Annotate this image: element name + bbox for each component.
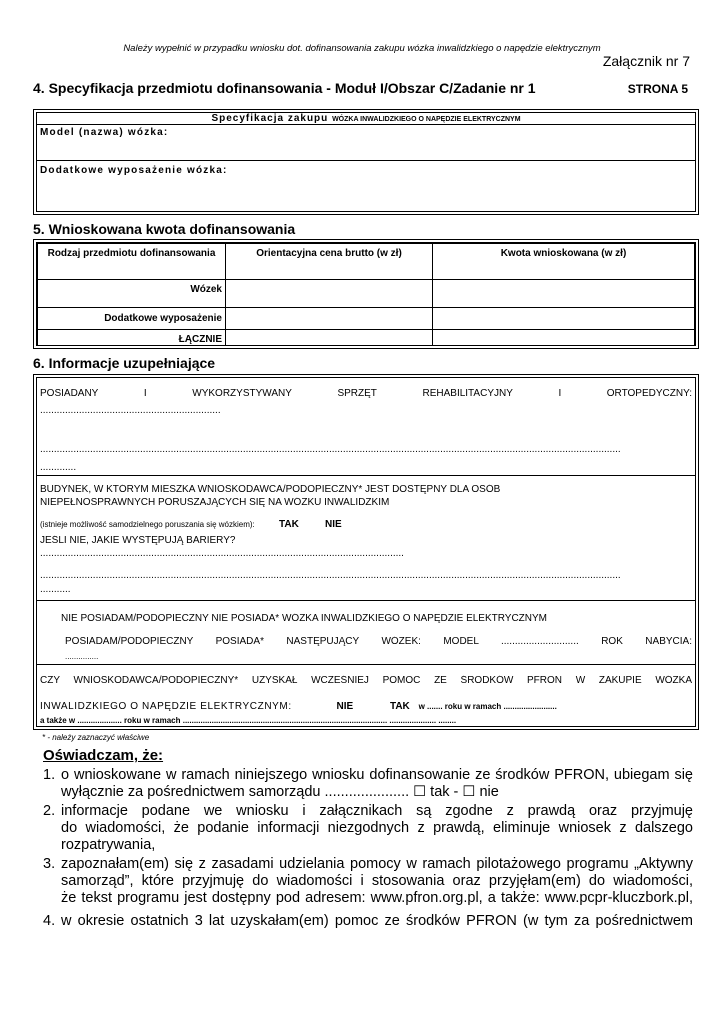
current-wheelchair-section — [37, 601, 695, 665]
declaration-item — [43, 913, 693, 930]
item-line: rozpatrywania, — [61, 837, 156, 853]
footnote: * - należy zaznaczyć właściwe — [42, 733, 150, 742]
answer-line[interactable]: ................................................................................................................................................................................................................. — [40, 570, 621, 581]
answer-line[interactable]: w ....... roku w ramach ........................ — [418, 702, 557, 711]
answer-line[interactable]: a także w .................... roku w ramach ............................................................................................ ..................... ........ — [40, 716, 457, 725]
spec-header-main: Specyfikacja zakupu — [211, 113, 329, 124]
declaration-title: Oświadczam, że: — [43, 747, 164, 764]
page-label: STRONA 5 — [627, 82, 688, 96]
row-label-wheelchair: Wózek — [38, 280, 226, 308]
item-line: o wnioskowane w ramach niniejszego wniosku dofinansowanie ze środków PFRON, ubiegam się — [61, 767, 693, 783]
answer-line[interactable]: ............. — [40, 462, 77, 473]
item-number: 4. — [43, 913, 56, 929]
col-header-price: Orientacyjna cena brutto (w zł) — [226, 244, 433, 280]
row-label-total: ŁĄCZNIE — [38, 330, 226, 346]
answer-line[interactable]: ........... — [40, 584, 71, 595]
answer-line[interactable]: ............... — [65, 652, 99, 661]
word: SPRZĘT — [337, 388, 377, 399]
building-hint-text: (istnieje możliwość samodzielnego poruszania się wózkiem): — [40, 520, 255, 529]
item-number: 2. — [43, 803, 56, 819]
spec-header-sub: WÓZKA INWALIDZKIEGO O NAPĘDZIE ELEKTRYCZNYM — [332, 116, 521, 123]
has-wheelchair-option[interactable] — [65, 636, 692, 647]
amount-table-box — [33, 239, 699, 349]
amount-table — [37, 243, 695, 346]
previous-help-label: INWALIDZKIEGO O NAPĘDZIE ELEKTRYCZNYM: — [40, 701, 292, 712]
equipment-owned-question — [40, 388, 692, 399]
section-6-title: 6. Informacje uzupełniające — [33, 355, 216, 371]
declaration-item — [43, 856, 693, 907]
amount-total-cell[interactable] — [433, 330, 695, 346]
item-line: samorząd”, które przyjmuję do wiadomości i stosowania oraz przyjęłam(em) do wiadomości, — [61, 873, 693, 889]
word: ORTOPEDYCZNY: — [606, 388, 692, 399]
item-line: do wiadomości, że podanie informacji niezgodnych z prawdą, eliminuje wniosek z dalszego — [61, 820, 693, 836]
item-line: informacje podane we wniosku i załącznikach są zgodne z prawdą oraz przyjmuję — [61, 803, 693, 819]
col-header-type: Rodzaj przedmiotu dofinansowania — [38, 244, 226, 280]
word: I — [143, 388, 147, 399]
option-yes[interactable]: TAK — [389, 701, 410, 712]
previous-help-answer — [40, 701, 692, 712]
model-field[interactable] — [37, 125, 695, 161]
item-line: że tekst programu jest dostępny pod adresem: www.pfron.org.pl, a także: www.pcpr-kluczbork.pl, — [61, 890, 693, 906]
answer-line[interactable]: ................................................................. — [40, 405, 221, 416]
item-number: 3. — [43, 856, 56, 872]
equipment-owned-section — [37, 378, 695, 476]
building-access-section — [37, 476, 695, 601]
price-equipment-cell[interactable] — [226, 308, 433, 330]
item-line: zapoznałam(em) się z zasadami udzielania pomocy w ramach pilotażowego programu „Aktywny — [61, 856, 693, 872]
item-line[interactable]: wyłącznie za pośrednictwem samorządu ..................... ☐ tak - ☐ nie — [61, 784, 499, 800]
col-header-amount: Kwota wnioskowana (w zł) — [433, 244, 695, 280]
form-note: Należy wypełnić w przypadku wniosku dot. dofinansowania zakupu wózka inwalidzkiego o napędzie elektrycznym — [123, 43, 601, 54]
barriers-question: JEŚLI NIE, JAKIE WYSTĘPUJĄ BARIERY? — [40, 535, 236, 546]
building-question-line1: BUDYNEK, W KTÓRYM MIESZKA WNIOSKODAWCA/PODOPIECZNY* JEST DOSTĘPNY DLA OSÓB — [40, 484, 501, 495]
option-no[interactable]: NIE — [336, 701, 354, 712]
building-hint — [40, 519, 692, 530]
declaration-item — [43, 767, 693, 801]
word: WYKORZYSTYWANY — [192, 388, 292, 399]
section-4-title: 4. Specyfikacja przedmiotu dofinansowania - Moduł I/Obszar C/Zadanie nr 1 — [33, 80, 536, 96]
row-label-equipment: Dodatkowe wyposażenie — [38, 308, 226, 330]
price-wheelchair-cell[interactable] — [226, 280, 433, 308]
word: I — [558, 388, 562, 399]
word: POSIADANY — [40, 388, 99, 399]
building-question-line2: NIEPEŁNOSPRAWNYCH PORUSZAJĄCYCH SIĘ NA WÓZKU INWALIDZKIM — [40, 497, 390, 508]
word: REHABILITACYJNY — [422, 388, 513, 399]
spec-box — [33, 109, 699, 215]
model-label: Model (nazwa) wózka: — [40, 127, 169, 138]
answer-line[interactable]: ................................................................................................................................... — [40, 548, 404, 559]
attachment-label: Załącznik nr 7 — [602, 53, 690, 69]
section-5-title: 5. Wnioskowana kwota dofinansowania — [33, 221, 296, 237]
option-no[interactable]: NIE — [325, 519, 342, 530]
item-line: w okresie ostatnich 3 lat uzyskałam(em) pomoc ze środków PFRON (w tym za pośrednictwem — [61, 913, 693, 929]
option-yes[interactable]: TAK — [279, 519, 299, 530]
declaration-item — [43, 803, 693, 854]
previous-help-question — [40, 675, 692, 686]
equipment-label: Dodatkowe wyposażenie wózka: — [40, 165, 228, 176]
answer-line[interactable]: ................................................................................................................................................................................................................. — [40, 444, 621, 455]
amount-equipment-cell[interactable] — [433, 308, 695, 330]
equipment-field[interactable] — [37, 161, 695, 176]
previous-help-text: CZY WNIOSKODAWCA/PODOPIECZNY* UZYSKAŁ WCZEŚNIEJ POMOC ZE ŚRODKÓW PFRON W ZAKUPIE WÓZKA — [40, 675, 692, 686]
no-wheelchair-option[interactable]: NIE POSIADAM/PODOPIECZNY NIE POSIADA* WÓZKA INWALIDZKIEGO O NAPĘDZIE ELEKTRYCZNYM — [61, 613, 548, 624]
spec-header — [37, 113, 695, 125]
info-box — [33, 374, 699, 730]
amount-wheelchair-cell[interactable] — [433, 280, 695, 308]
price-total-cell[interactable] — [226, 330, 433, 346]
has-wheelchair-text: POSIADAM/PODOPIECZNY POSIADA* NASTĘPUJĄCY WÓZEK: MODEL ............................ ROK NABYCIA: — [65, 636, 692, 647]
item-number: 1. — [43, 767, 56, 783]
previous-help-section — [37, 665, 695, 730]
